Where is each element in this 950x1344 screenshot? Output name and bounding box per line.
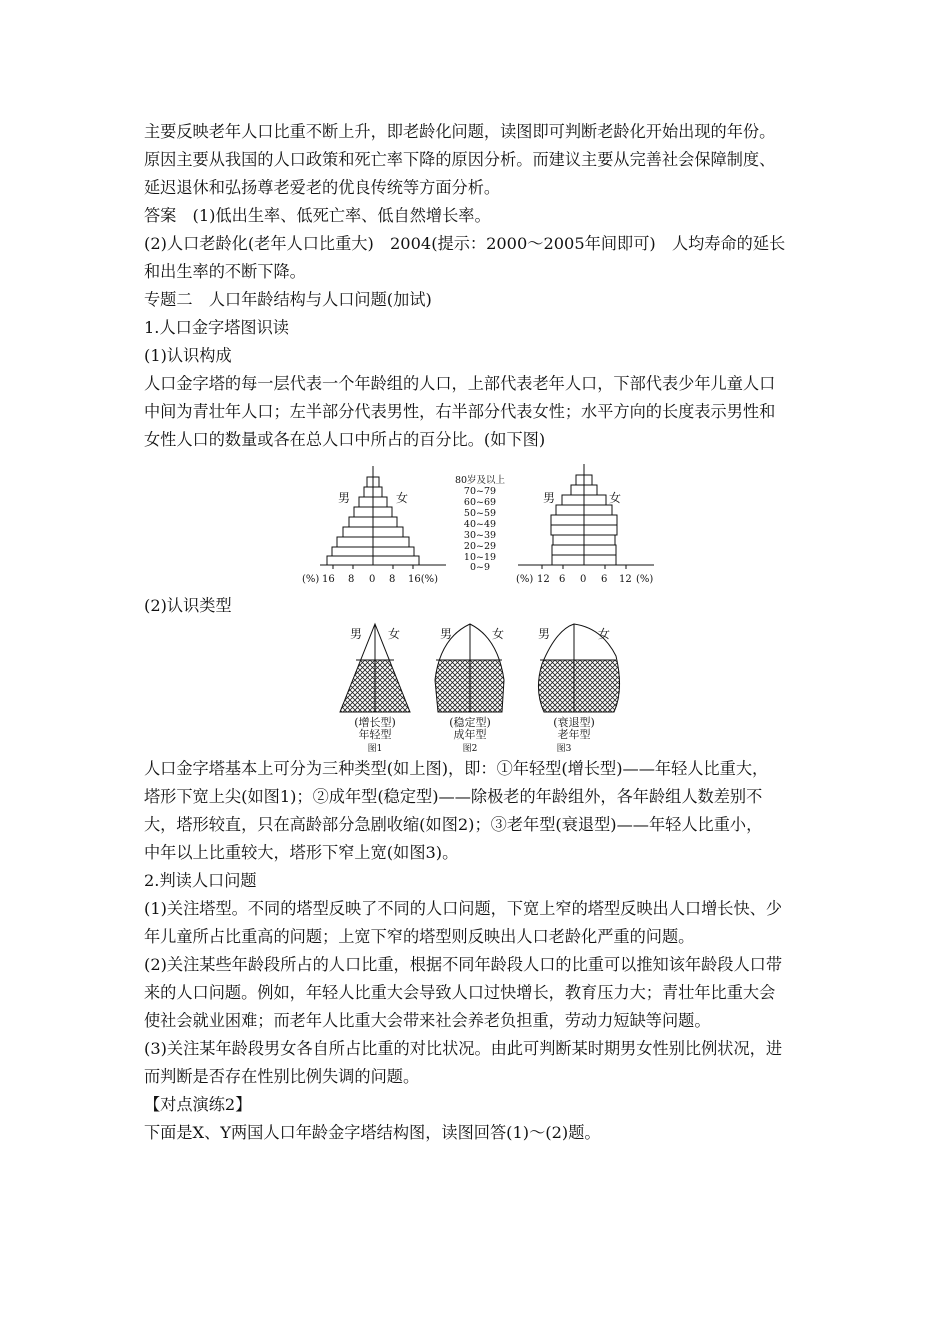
type1-age-label: 年轻型 xyxy=(358,728,392,741)
age-group-label: 80岁及以上 xyxy=(454,475,506,486)
type3-caption: 图3 xyxy=(556,744,572,752)
tick-label: 12 xyxy=(537,574,550,585)
type3-age-label: 老年型 xyxy=(557,728,591,741)
section-heading: 专题二 人口年龄结构与人口问题(加试) xyxy=(144,290,432,309)
paragraph-line: 下面是X、Y两国人口年龄金字塔结构图，读图回答(1)～(2)题。 xyxy=(144,1123,601,1142)
age-group-label: 30~39 xyxy=(463,530,497,541)
answer-line: 答案 (1)低出生率、低死亡率、低自然增长率。 xyxy=(144,206,491,225)
age-group-label: 70~79 xyxy=(463,486,497,497)
pyramid-left-female-label: 女 xyxy=(396,491,409,505)
type2-age-label: 成年型 xyxy=(453,728,487,741)
answer-line: 和出生率的不断下降。 xyxy=(144,262,306,281)
tick-label: 16 xyxy=(322,574,335,585)
tick-label: 8 xyxy=(348,574,355,585)
pyramid-right xyxy=(518,464,654,569)
paragraph-line: 来的人口问题。例如，年轻人比重大会导致人口过快增长，教育压力大；青壮年比重大会 xyxy=(144,983,776,1002)
pyramid-types-figure xyxy=(330,620,640,752)
paragraph-line: (2)关注某些年龄段所占的人口比重，根据不同年龄段人口的比重可以推知该年龄段人口带 xyxy=(144,955,783,974)
type3-male-label: 男 xyxy=(538,627,551,641)
age-group-label: 40~49 xyxy=(463,519,497,530)
type1-caption: 图1 xyxy=(367,744,383,752)
paragraph-line: 延迟退休和弘扬尊老爱老的优良传统等方面分析。 xyxy=(144,178,501,197)
paragraph-line: 中年以上比重较大，塔形下窄上宽(如图3)。 xyxy=(144,843,459,862)
paragraph-line: 而判断是否存在性别比例失调的问题。 xyxy=(144,1067,420,1086)
pyramid-left xyxy=(320,466,446,569)
tick-label: 12 xyxy=(619,574,632,585)
age-group-label: 0~9 xyxy=(469,562,491,573)
exercise-heading: 【对点演练2】 xyxy=(144,1095,252,1114)
paragraph-line: 大，塔形较直，只在高龄部分急剧收缩(如图2)；③老年型(衰退型)——年轻人比重小， xyxy=(144,815,763,834)
subsection-heading: (1)认识构成 xyxy=(144,346,232,365)
answer-line: (2)人口老龄化(老年人口比重大) 2004(提示：2000～2005年间即可) 人均寿命的延长 xyxy=(144,234,786,253)
type2-male-label: 男 xyxy=(440,627,453,641)
paragraph-line: 年儿童所占比重高的问题；上宽下窄的塔型则反映出人口老龄化严重的问题。 xyxy=(144,927,695,946)
paragraph-line: 女性人口的数量或各在总人口中所占的百分比。(如下图) xyxy=(144,430,546,449)
type3-female-label: 女 xyxy=(598,627,611,641)
type3-type-label: (衰退型) xyxy=(553,716,595,729)
age-group-label: 50~59 xyxy=(463,508,497,519)
tick-label: (%) xyxy=(636,574,654,585)
type1-type-label: (增长型) xyxy=(354,716,396,729)
subsection-heading: 2.判读人口问题 xyxy=(144,871,257,890)
paragraph-line: 中间为青壮年人口；左半部分代表男性，右半部分代表女性；水平方向的长度表示男性和 xyxy=(144,402,776,421)
paragraph-line: 人口金字塔基本上可分为三种类型(如上图)，即：①年轻型(增长型)——年轻人比重大， xyxy=(144,759,769,778)
paragraph-line: (3)关注某年龄段男女各自所占比重的对比状况。由此可判断某时期男女性别比例状况，进 xyxy=(144,1039,783,1058)
subsection-heading: (2)认识类型 xyxy=(144,596,232,615)
age-group-label: 10~19 xyxy=(463,552,497,563)
type1-female-label: 女 xyxy=(388,627,401,641)
paragraph-line: 塔形下宽上尖(如图1)；②成年型(稳定型)——除极老的年龄组外，各年龄组人数差别不 xyxy=(144,787,763,806)
tick-label: 6 xyxy=(601,574,608,585)
pyramid-right-male-label: 男 xyxy=(543,491,556,505)
pyramid-right-female-label: 女 xyxy=(609,491,622,505)
age-group-label: 60~69 xyxy=(463,497,497,508)
tick-label: (%) xyxy=(302,574,320,585)
subsection-heading: 1.人口金字塔图识读 xyxy=(144,318,289,337)
tick-label: 8 xyxy=(389,574,396,585)
tick-label: 16(%) xyxy=(408,574,439,585)
type2-caption: 图2 xyxy=(462,744,478,752)
tick-label: 0 xyxy=(369,574,376,585)
tick-label: 6 xyxy=(559,574,566,585)
paragraph-line: 使社会就业困难；而老年人比重大会带来社会养老负担重，劳动力短缺等问题。 xyxy=(144,1011,711,1030)
type1-male-label: 男 xyxy=(350,627,363,641)
pyramid-left-male-label: 男 xyxy=(338,491,351,505)
type2-type-label: (稳定型) xyxy=(449,716,491,729)
pyramid-type-young xyxy=(330,624,430,712)
paragraph-line: 人口金字塔的每一层代表一个年龄组的人口，上部代表老年人口，下部代表少年儿童人口 xyxy=(144,374,776,393)
type2-female-label: 女 xyxy=(492,627,505,641)
age-group-label: 20~29 xyxy=(463,541,497,552)
paragraph-line: 主要反映老年人口比重不断上升，即老龄化问题，读图即可判断老龄化开始出现的年份。 xyxy=(144,122,776,141)
population-pyramid-figure xyxy=(296,458,666,586)
tick-label: (%) xyxy=(516,574,534,585)
age-group-labels xyxy=(455,474,506,573)
paragraph-line: (1)关注塔型。不同的塔型反映了不同的人口问题，下宽上窄的塔型反映出人口增长快、少 xyxy=(144,899,783,918)
tick-label: 0 xyxy=(580,574,587,585)
paragraph-line: 原因主要从我国的人口政策和死亡率下降的原因分析。而建议主要从完善社会保障制度、 xyxy=(144,150,776,169)
